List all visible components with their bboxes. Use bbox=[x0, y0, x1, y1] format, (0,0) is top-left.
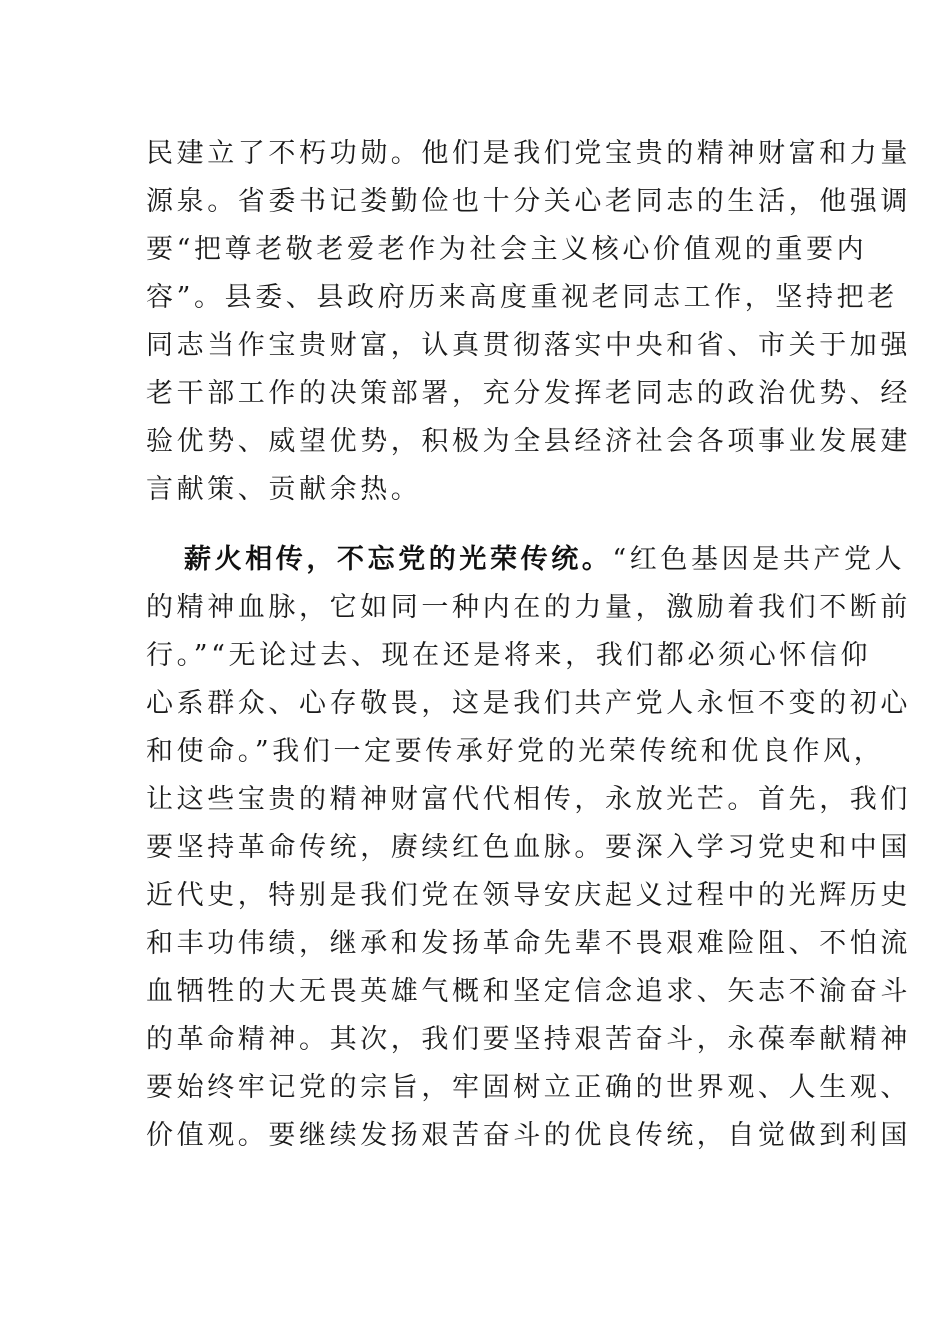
text-line: 心系群众、心存敬畏，这是我们共产党人永恒不变的初心 bbox=[146, 688, 911, 719]
text-line: 近代史，特别是我们党在领导安庆起义过程中的光辉历史 bbox=[146, 880, 911, 911]
text-line-rest: “红色基因是共产党人 bbox=[612, 544, 906, 575]
text-line: 的革命精神。其次，我们要坚持艰苦奋斗，永葆奉献精神 bbox=[146, 1024, 911, 1055]
text-line: 和使命。”我们一定要传承好党的光荣传统和优良作风， bbox=[146, 736, 885, 767]
paragraph-heading: 薪火相传，不忘党的光荣传统。 bbox=[184, 544, 613, 575]
text-line: 让这些宝贵的精神财富代代相传，永放光芒。首先，我们 bbox=[146, 784, 911, 815]
text-line: 言献策、贡献余热。 bbox=[146, 474, 422, 505]
paragraph-2-first-line bbox=[146, 536, 906, 584]
text-line: 价值观。要继续发扬艰苦奋斗的优良传统，自觉做到利国 bbox=[146, 1120, 911, 1151]
text-line: 容”。县委、县政府历来高度重视老同志工作，坚持把老 bbox=[146, 282, 898, 313]
paragraph-1 bbox=[146, 130, 911, 514]
text-line: 要坚持革命传统，赓续红色血脉。要深入学习党史和中国 bbox=[146, 832, 911, 863]
text-line: 行。”“无论过去、现在还是将来，我们都必须心怀信仰 bbox=[146, 640, 872, 671]
paragraph-2 bbox=[146, 536, 911, 1160]
text-line: 要“把尊老敬老爱老作为社会主义核心价值观的重要内 bbox=[146, 234, 868, 265]
text-line: 和丰功伟绩，继承和发扬革命先辈不畏艰难险阻、不怕流 bbox=[146, 928, 911, 959]
text-line: 血牺牲的大无畏英雄气概和坚定信念追求、矢志不渝奋斗 bbox=[146, 976, 911, 1007]
text-line: 同志当作宝贵财富，认真贯彻落实中央和省、市关于加强 bbox=[146, 330, 911, 361]
text-line: 老干部工作的决策部署，充分发挥老同志的政治优势、经 bbox=[146, 378, 911, 409]
text-line: 的精神血脉，它如同一种内在的力量，激励着我们不断前 bbox=[146, 592, 911, 623]
text-line: 民建立了不朽功勋。他们是我们党宝贵的精神财富和力量 bbox=[146, 138, 911, 169]
text-line: 验优势、威望优势，积极为全县经济社会各项事业发展建 bbox=[146, 426, 911, 457]
text-line: 源泉。省委书记娄勤俭也十分关心老同志的生活，他强调 bbox=[146, 186, 911, 217]
text-line: 要始终牢记党的宗旨，牢固树立正确的世界观、人生观、 bbox=[146, 1072, 911, 1103]
